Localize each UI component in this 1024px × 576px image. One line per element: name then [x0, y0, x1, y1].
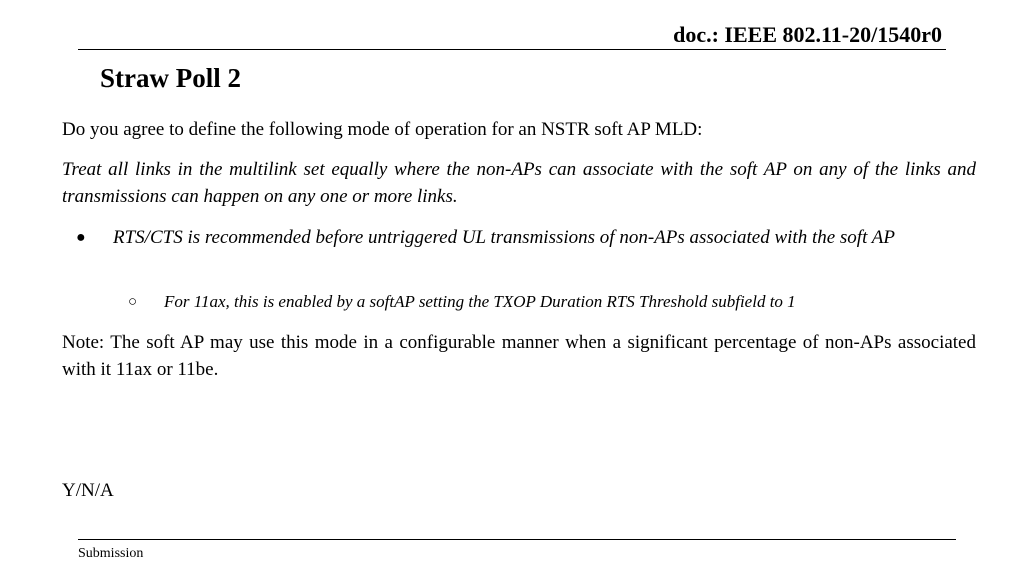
bullet-marker: ●: [76, 229, 86, 246]
sub-bullet-item: [128, 290, 968, 314]
vote-options: Y/N/A: [62, 480, 114, 501]
footer-divider: [78, 539, 956, 540]
mode-definition: Treat all links in the multilink set equally where the non-APs can associate with the soft AP on any of the links and transmissions can happen on any one or more links.: [62, 159, 976, 207]
bullet-item: [76, 224, 976, 251]
poll-question: Do you agree to define the following mode of operation for an NSTR soft AP MLD:: [62, 119, 703, 140]
slide-title: Straw Poll 2: [100, 63, 241, 93]
sub-bullet-marker: ○: [128, 294, 138, 310]
sub-bullet-text: For 11ax, this is enabled by a softAP setting the TXOP Duration RTS Threshold subfield to 1: [164, 292, 796, 311]
header-divider: [78, 49, 946, 50]
footer-label: Submission: [78, 546, 144, 561]
bullet-text: RTS/CTS is recommended before untriggered UL transmissions of non-APs associated with the soft AP: [113, 227, 895, 248]
doc-id: doc.: IEEE 802.11-20/1540r0: [673, 22, 942, 47]
note-paragraph: Note: The soft AP may use this mode in a configurable manner when a significant percentage of non-APs associated with it 11ax or 11be.: [62, 332, 976, 380]
